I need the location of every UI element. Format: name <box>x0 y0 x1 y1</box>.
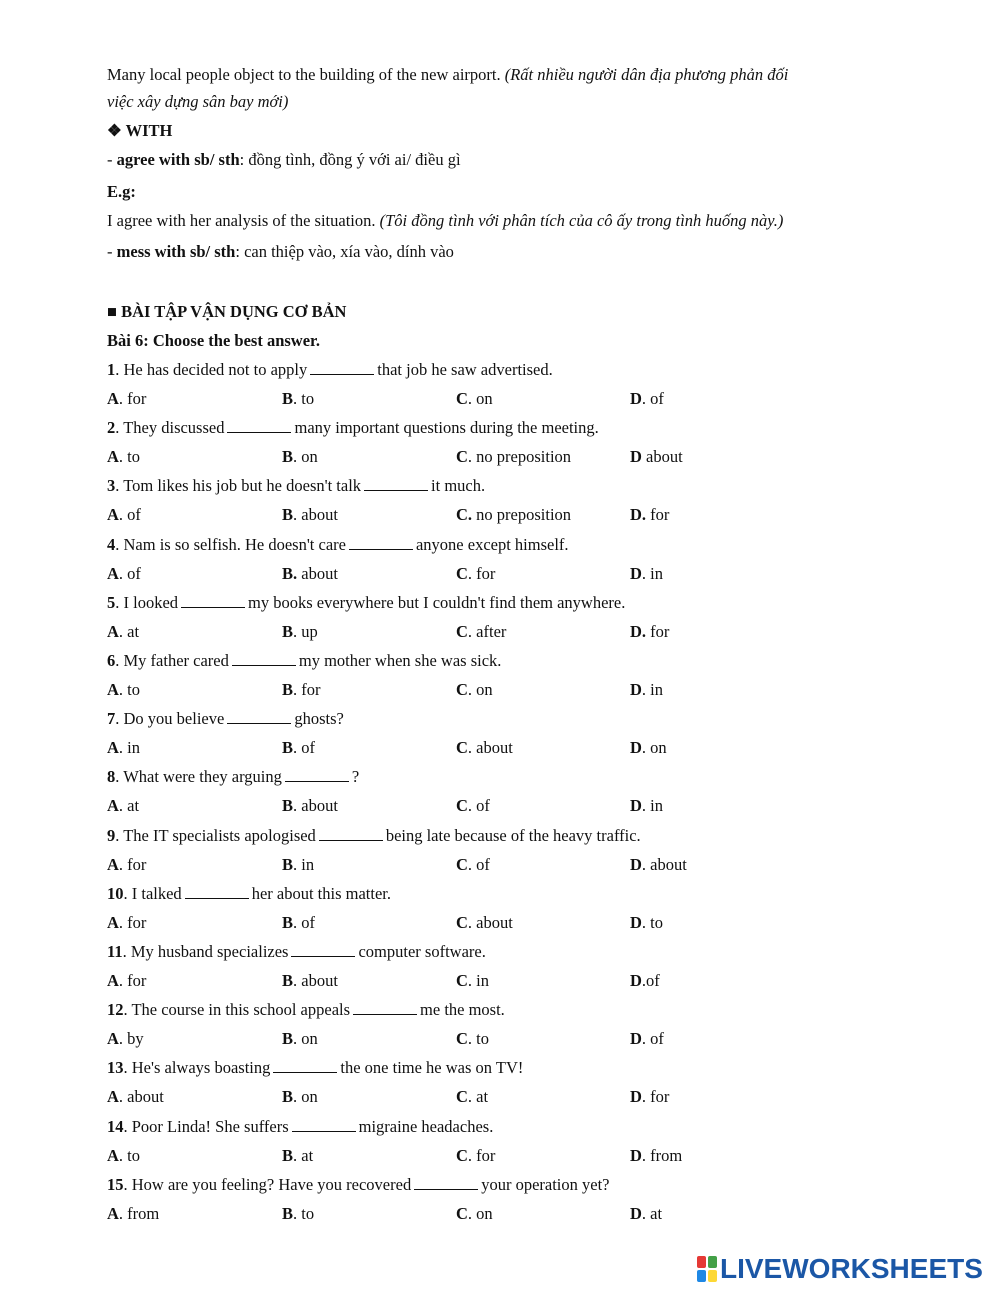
example-translation: (Rất nhiều người dân địa phương phản đối <box>504 65 789 84</box>
question-tail: ghosts? <box>294 709 344 728</box>
option-text: . to <box>118 680 141 699</box>
option-d[interactable] <box>630 564 663 584</box>
option-letter: B <box>282 505 294 524</box>
answer-blank[interactable] <box>364 477 428 491</box>
option-text: . of <box>118 505 141 524</box>
question-number: 4 <box>107 535 116 554</box>
option-letter: C <box>456 855 468 874</box>
question-stem: . Tom likes his job but he doesn't talk <box>115 476 362 495</box>
option-text: . after <box>467 622 507 641</box>
question-number: 3 <box>107 476 116 495</box>
question-stem: . My father cared <box>115 651 229 670</box>
option-letter: C <box>456 389 468 408</box>
option-text: . for <box>118 971 147 990</box>
eg-label: E.g: <box>107 182 136 201</box>
intro-line-1 <box>107 65 788 85</box>
question-11 <box>107 942 486 962</box>
answer-blank[interactable] <box>349 536 413 550</box>
question-number: 2 <box>107 418 116 437</box>
question-tail: ? <box>351 767 360 786</box>
option-d[interactable] <box>630 1146 682 1166</box>
answer-blank[interactable] <box>414 1176 478 1190</box>
option-a[interactable] <box>107 389 146 409</box>
question-15 <box>107 1175 610 1195</box>
option-b[interactable] <box>282 680 321 700</box>
question-tail: me the most. <box>420 1000 505 1019</box>
answer-blank[interactable] <box>319 827 383 841</box>
option-text: . in <box>641 796 664 815</box>
option-letter: A <box>107 738 119 757</box>
option-text: . for <box>118 389 147 408</box>
option-a[interactable] <box>107 1029 144 1049</box>
option-letter: D <box>630 855 642 874</box>
option-letter: C <box>456 564 468 583</box>
question-stem: . My husband specializes <box>122 942 289 961</box>
question-1 <box>107 360 553 380</box>
question-tail: many important questions during the meeting. <box>294 418 599 437</box>
option-letter: D. <box>630 622 647 641</box>
option-text: no preposition <box>472 505 572 524</box>
option-letter: D <box>630 1087 642 1106</box>
option-c[interactable] <box>456 564 495 584</box>
option-text: . for <box>467 564 496 583</box>
answer-blank[interactable] <box>227 710 291 724</box>
option-d[interactable] <box>630 913 663 933</box>
option-a[interactable] <box>107 1204 159 1224</box>
option-text: . of <box>641 1029 664 1048</box>
option-text: . on <box>467 389 493 408</box>
question-tail: migraine headaches. <box>358 1117 494 1136</box>
question-number: 15 <box>107 1175 124 1194</box>
options-row <box>107 680 897 700</box>
question-stem: . I looked <box>115 593 179 612</box>
options-row <box>107 796 897 816</box>
question-stem: . The course in this school appeals <box>123 1000 351 1019</box>
question-number: 13 <box>107 1058 124 1077</box>
question-tail: computer software. <box>358 942 486 961</box>
option-c[interactable] <box>456 1087 488 1107</box>
option-letter: C <box>456 971 468 990</box>
question-number: 10 <box>107 884 124 903</box>
example-trans: (Tôi đồng tình với phân tích của cô ấy trong tình huống này.) <box>379 211 784 230</box>
option-letter: C <box>456 1146 468 1165</box>
option-c[interactable] <box>456 738 513 758</box>
question-tail: my mother when she was sick. <box>298 651 502 670</box>
question-tail: that job he saw advertised. <box>377 360 553 379</box>
option-letter: A <box>107 971 119 990</box>
logo-tile-red <box>697 1256 706 1268</box>
question-stem: . I talked <box>123 884 182 903</box>
question-10 <box>107 884 391 904</box>
option-text: . at <box>118 622 140 641</box>
question-9 <box>107 826 641 846</box>
option-text: . no preposition <box>467 447 572 466</box>
option-text: . to <box>467 1029 490 1048</box>
option-letter: A <box>107 505 119 524</box>
option-text: . to <box>118 447 141 466</box>
option-letter: A <box>107 1204 119 1223</box>
option-a[interactable] <box>107 680 140 700</box>
options-row <box>107 1146 897 1166</box>
example-line <box>107 211 783 231</box>
option-text: . in <box>467 971 490 990</box>
question-4 <box>107 535 569 555</box>
option-d[interactable] <box>630 622 669 642</box>
option-text: . in <box>293 855 315 874</box>
option-text: . on <box>641 738 667 757</box>
answer-blank[interactable] <box>310 361 374 375</box>
mess-term: mess with sb/ sth <box>116 242 236 261</box>
question-stem: . The IT specialists apologised <box>115 826 316 845</box>
option-text: . from <box>641 1146 683 1165</box>
option-text: . up <box>293 622 318 641</box>
option-letter: B. <box>282 564 298 583</box>
option-letter: C. <box>456 505 473 524</box>
option-c[interactable] <box>456 622 506 642</box>
option-letter: D <box>630 389 642 408</box>
option-b[interactable] <box>282 447 318 467</box>
option-letter: C <box>456 738 468 757</box>
option-b[interactable] <box>282 1029 318 1049</box>
liveworksheets-logo <box>697 1254 983 1284</box>
option-b[interactable] <box>282 1146 313 1166</box>
question-2 <box>107 418 599 438</box>
option-b[interactable] <box>282 913 315 933</box>
option-letter: B <box>282 622 294 641</box>
option-letter: C <box>456 1087 468 1106</box>
option-letter: C <box>456 1029 468 1048</box>
option-letter: C <box>456 796 468 815</box>
option-letter: D <box>630 971 642 990</box>
options-row <box>107 971 897 991</box>
option-a[interactable] <box>107 1087 164 1107</box>
option-letter: B <box>282 855 294 874</box>
option-text: . about <box>293 971 338 990</box>
option-letter: D <box>630 447 642 466</box>
options-row <box>107 389 897 409</box>
example-text: I agree with her analysis of the situation. <box>107 211 376 230</box>
option-d[interactable] <box>630 680 663 700</box>
option-a[interactable] <box>107 622 139 642</box>
option-d[interactable] <box>630 855 687 875</box>
option-d[interactable] <box>630 1204 662 1224</box>
option-text: . on <box>293 1087 318 1106</box>
option-letter: D <box>630 564 642 583</box>
question-tail: her about this matter. <box>251 884 391 903</box>
question-stem: . Poor Linda! She suffers <box>123 1117 289 1136</box>
question-stem: . Nam is so selfish. He doesn't care <box>115 535 346 554</box>
options-row <box>107 505 897 525</box>
question-14 <box>107 1117 493 1137</box>
option-letter: D <box>630 1204 642 1223</box>
answer-blank[interactable] <box>353 1001 417 1015</box>
option-b[interactable] <box>282 505 338 525</box>
option-letter: C <box>456 680 468 699</box>
with-heading: ❖ WITH <box>107 121 173 140</box>
option-text: . about <box>641 855 687 874</box>
option-text: . in <box>641 680 664 699</box>
question-number: 14 <box>107 1117 124 1136</box>
options-row <box>107 1204 897 1224</box>
logo-text: LIVEWORKSHEETS <box>720 1253 983 1284</box>
question-tail: it much. <box>431 476 486 495</box>
question-13 <box>107 1058 523 1078</box>
answer-blank[interactable] <box>291 943 355 957</box>
answer-blank[interactable] <box>181 594 245 608</box>
option-text: . to <box>118 1146 141 1165</box>
agree-definition: - agree with sb/ sth: đồng tình, đồng ý với ai/ điều gì <box>107 150 461 169</box>
agree-term: agree with sb/ sth <box>116 150 240 169</box>
option-letter: B <box>282 1029 294 1048</box>
option-text: . about <box>293 796 338 815</box>
question-stem: . He's always boasting <box>123 1058 271 1077</box>
answer-blank[interactable] <box>292 1118 356 1132</box>
option-c[interactable] <box>456 913 513 933</box>
option-a[interactable] <box>107 447 140 467</box>
option-text: . of <box>467 855 490 874</box>
question-number: 12 <box>107 1000 124 1019</box>
option-d[interactable] <box>630 505 669 525</box>
question-tail: your operation yet? <box>481 1175 610 1194</box>
option-b[interactable] <box>282 855 314 875</box>
option-text: . by <box>118 1029 144 1048</box>
option-letter: B <box>282 389 294 408</box>
option-c[interactable] <box>456 389 493 409</box>
option-a[interactable] <box>107 564 141 584</box>
option-letter: A <box>107 1146 119 1165</box>
options-row <box>107 447 897 467</box>
option-d[interactable] <box>630 971 660 991</box>
option-letter: A <box>107 389 119 408</box>
option-letter: B <box>282 796 294 815</box>
option-letter: B <box>282 971 294 990</box>
option-letter: A <box>107 1029 119 1048</box>
question-tail: being late because of the heavy traffic. <box>385 826 641 845</box>
options-row <box>107 622 897 642</box>
option-letter: A <box>107 564 119 583</box>
intro-line-2: việc xây dựng sân bay mới) <box>107 92 289 111</box>
option-text: about <box>297 564 338 583</box>
question-tail: my books everywhere but I couldn't find them anywhere. <box>248 593 626 612</box>
option-text: . at <box>641 1204 663 1223</box>
option-text: . about <box>467 913 513 932</box>
question-8 <box>107 767 359 787</box>
option-letter: A <box>107 855 119 874</box>
option-c[interactable] <box>456 1204 493 1224</box>
option-text: . of <box>118 564 141 583</box>
option-c[interactable] <box>456 796 490 816</box>
option-text: . about <box>118 1087 164 1106</box>
question-3 <box>107 476 485 496</box>
question-7 <box>107 709 344 729</box>
option-a[interactable] <box>107 855 146 875</box>
option-text: . at <box>118 796 140 815</box>
question-6 <box>107 651 501 671</box>
option-text: . for <box>467 1146 496 1165</box>
option-letter: A <box>107 622 119 641</box>
option-b[interactable] <box>282 796 338 816</box>
option-text: . in <box>118 738 141 757</box>
question-number: 9 <box>107 826 116 845</box>
option-text: . for <box>118 855 147 874</box>
option-a[interactable] <box>107 505 141 525</box>
option-text: . at <box>293 1146 314 1165</box>
options-row <box>107 738 897 758</box>
option-d[interactable] <box>630 447 683 467</box>
option-text: . on <box>467 1204 493 1223</box>
option-text: . of <box>293 913 316 932</box>
option-letter: B <box>282 738 294 757</box>
option-text: . to <box>641 913 664 932</box>
example-sentence: Many local people object to the building of the new airport. <box>107 65 501 84</box>
option-b[interactable] <box>282 389 314 409</box>
option-letter: D <box>630 913 642 932</box>
exercise-title: Bài 6: Choose the best answer. <box>107 331 320 350</box>
option-b[interactable] <box>282 564 338 584</box>
option-letter: D <box>630 1029 642 1048</box>
option-text: . from <box>118 1204 160 1223</box>
option-letter: C <box>456 447 468 466</box>
option-c[interactable] <box>456 1146 495 1166</box>
option-d[interactable] <box>630 738 667 758</box>
option-text: . for <box>118 913 147 932</box>
option-letter: B <box>282 447 294 466</box>
option-letter: D <box>630 796 642 815</box>
answer-blank[interactable] <box>185 885 249 899</box>
answer-blank[interactable] <box>273 1059 337 1073</box>
answer-blank[interactable] <box>285 768 349 782</box>
option-b[interactable] <box>282 622 318 642</box>
option-letter: A <box>107 1087 119 1106</box>
option-text: .of <box>641 971 660 990</box>
option-d[interactable] <box>630 1029 664 1049</box>
option-letter: B <box>282 680 294 699</box>
option-text: . of <box>293 738 316 757</box>
option-letter: A <box>107 796 119 815</box>
option-c[interactable] <box>456 680 493 700</box>
option-text: . on <box>293 447 318 466</box>
option-text: . on <box>467 680 493 699</box>
logo-tile-green <box>708 1256 717 1268</box>
agree-def: : đồng tình, đồng ý với ai/ điều gì <box>239 150 461 169</box>
option-letter: C <box>456 1204 468 1223</box>
option-d[interactable] <box>630 389 664 409</box>
logo-mark-icon <box>697 1256 717 1282</box>
options-row <box>107 913 897 933</box>
option-a[interactable] <box>107 738 140 758</box>
option-text: . about <box>467 738 513 757</box>
option-text: about <box>641 447 683 466</box>
option-a[interactable] <box>107 971 146 991</box>
option-d[interactable] <box>630 1087 669 1107</box>
option-letter: C <box>456 913 468 932</box>
answer-blank[interactable] <box>232 652 296 666</box>
option-d[interactable] <box>630 796 663 816</box>
option-letter: D <box>630 680 642 699</box>
answer-blank[interactable] <box>227 419 291 433</box>
option-text: . on <box>293 1029 318 1048</box>
option-b[interactable] <box>282 1204 314 1224</box>
option-text: . of <box>641 389 664 408</box>
option-text: . for <box>293 680 321 699</box>
options-row <box>107 855 897 875</box>
option-text: . about <box>293 505 338 524</box>
option-c[interactable] <box>456 505 571 525</box>
option-b[interactable] <box>282 971 338 991</box>
option-letter: D. <box>630 505 647 524</box>
mess-def: : can thiệp vào, xía vào, dính vào <box>235 242 454 261</box>
option-letter: B <box>282 913 294 932</box>
options-row <box>107 1029 897 1049</box>
option-letter: A <box>107 913 119 932</box>
option-a[interactable] <box>107 1146 140 1166</box>
option-letter: A <box>107 680 119 699</box>
option-c[interactable] <box>456 855 490 875</box>
option-c[interactable] <box>456 447 571 467</box>
mess-definition: - mess with sb/ sth: can thiệp vào, xía vào, dính vào <box>107 242 454 261</box>
question-stem: . He has decided not to apply <box>115 360 308 379</box>
option-letter: B <box>282 1146 294 1165</box>
question-stem: . How are you feeling? Have you recovered <box>123 1175 412 1194</box>
section-heading: ■ BÀI TẬP VẬN DỤNG CƠ BẢN <box>107 302 347 321</box>
option-b[interactable] <box>282 738 315 758</box>
question-number: 8 <box>107 767 116 786</box>
option-letter: C <box>456 622 468 641</box>
option-c[interactable] <box>456 971 489 991</box>
option-letter: B <box>282 1204 294 1223</box>
option-a[interactable] <box>107 796 139 816</box>
question-12 <box>107 1000 505 1020</box>
option-text: for <box>646 505 670 524</box>
option-a[interactable] <box>107 913 146 933</box>
question-5 <box>107 593 625 613</box>
question-number: 11 <box>107 942 123 961</box>
option-text: . in <box>641 564 664 583</box>
option-text: for <box>646 622 670 641</box>
option-c[interactable] <box>456 1029 489 1049</box>
question-number: 1 <box>107 360 116 379</box>
question-number: 7 <box>107 709 116 728</box>
option-text: . for <box>641 1087 670 1106</box>
option-letter: B <box>282 1087 294 1106</box>
option-b[interactable] <box>282 1087 318 1107</box>
question-stem: . Do you believe <box>115 709 225 728</box>
option-letter: D <box>630 1146 642 1165</box>
logo-tile-yellow <box>708 1270 717 1282</box>
option-text: . to <box>293 389 315 408</box>
option-text: . to <box>293 1204 315 1223</box>
option-text: . of <box>467 796 490 815</box>
question-number: 5 <box>107 593 116 612</box>
options-row <box>107 564 897 584</box>
question-number: 6 <box>107 651 116 670</box>
logo-tile-blue <box>697 1270 706 1282</box>
question-stem: . What were they arguing <box>115 767 282 786</box>
option-letter: A <box>107 447 119 466</box>
question-tail: the one time he was on TV! <box>340 1058 524 1077</box>
options-row <box>107 1087 897 1107</box>
option-letter: D <box>630 738 642 757</box>
option-text: . at <box>467 1087 489 1106</box>
question-tail: anyone except himself. <box>415 535 569 554</box>
question-stem: . They discussed <box>115 418 225 437</box>
